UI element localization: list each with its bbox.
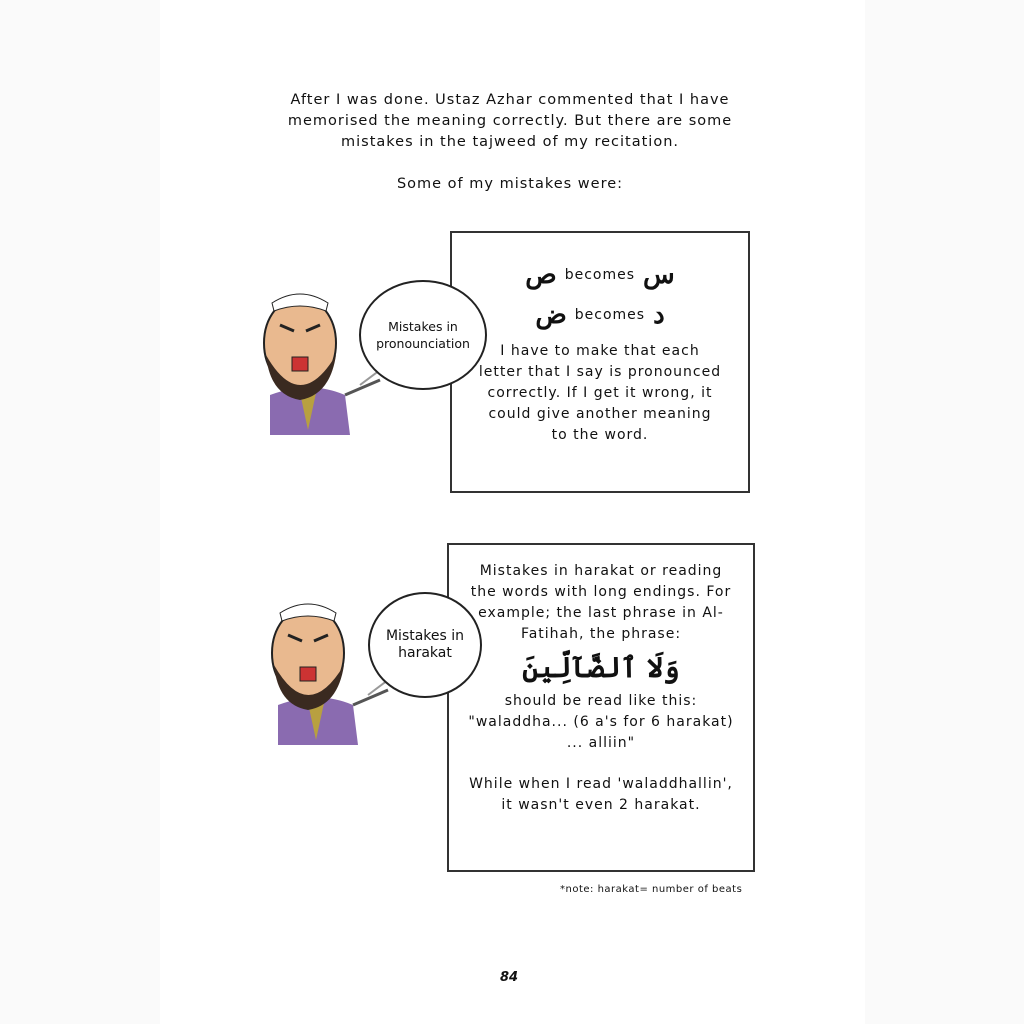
footnote: *note: harakat= number of beats <box>560 884 743 895</box>
reading-line-2: ... alliin" <box>566 735 636 751</box>
letter-row-1 <box>452 255 748 295</box>
speech-bubble-2: Mistakes in harakat <box>368 592 482 698</box>
panel-intro: Mistakes in harakat or reading the words with long endings. For example; the last phrase in Al-Fatihah, the phrase: <box>470 563 732 642</box>
panel-pronunciation <box>450 231 750 493</box>
panel-body: I have to make that each letter that I say is pronounced correctly. If I get it wrong, it could give another meaning to the word. <box>478 343 722 443</box>
page-number: 84 <box>500 970 519 985</box>
arabic-letter: د <box>653 299 665 330</box>
becomes-label: becomes <box>574 306 646 323</box>
reading-line-1: "waladdha... (6 a's for 6 harakat) <box>468 714 734 730</box>
speech-bubble-1: Mistakes in pronounciation <box>359 280 487 390</box>
intro-paragraph: After I was done. Ustaz Azhar commented that I have memorised the meaning correctly. But there are some mistakes in the tajweed of my recitation. <box>287 92 733 150</box>
while-text: While when I read 'waladdhallin', it wasn't even 2 harakat. <box>469 776 733 813</box>
panel-harakat <box>447 543 755 872</box>
arabic-phrase: وَلَا ٱلضَّآلِّينَ <box>522 651 680 684</box>
arabic-letter: ض <box>535 299 567 330</box>
arabic-letter: ص <box>525 259 557 290</box>
arabic-letter: س <box>643 259 675 290</box>
should-text: should be read like this: <box>504 693 698 709</box>
letter-row-2 <box>452 295 748 335</box>
becomes-label: becomes <box>564 266 635 283</box>
intro-lead: Some of my mistakes were: <box>396 176 624 192</box>
